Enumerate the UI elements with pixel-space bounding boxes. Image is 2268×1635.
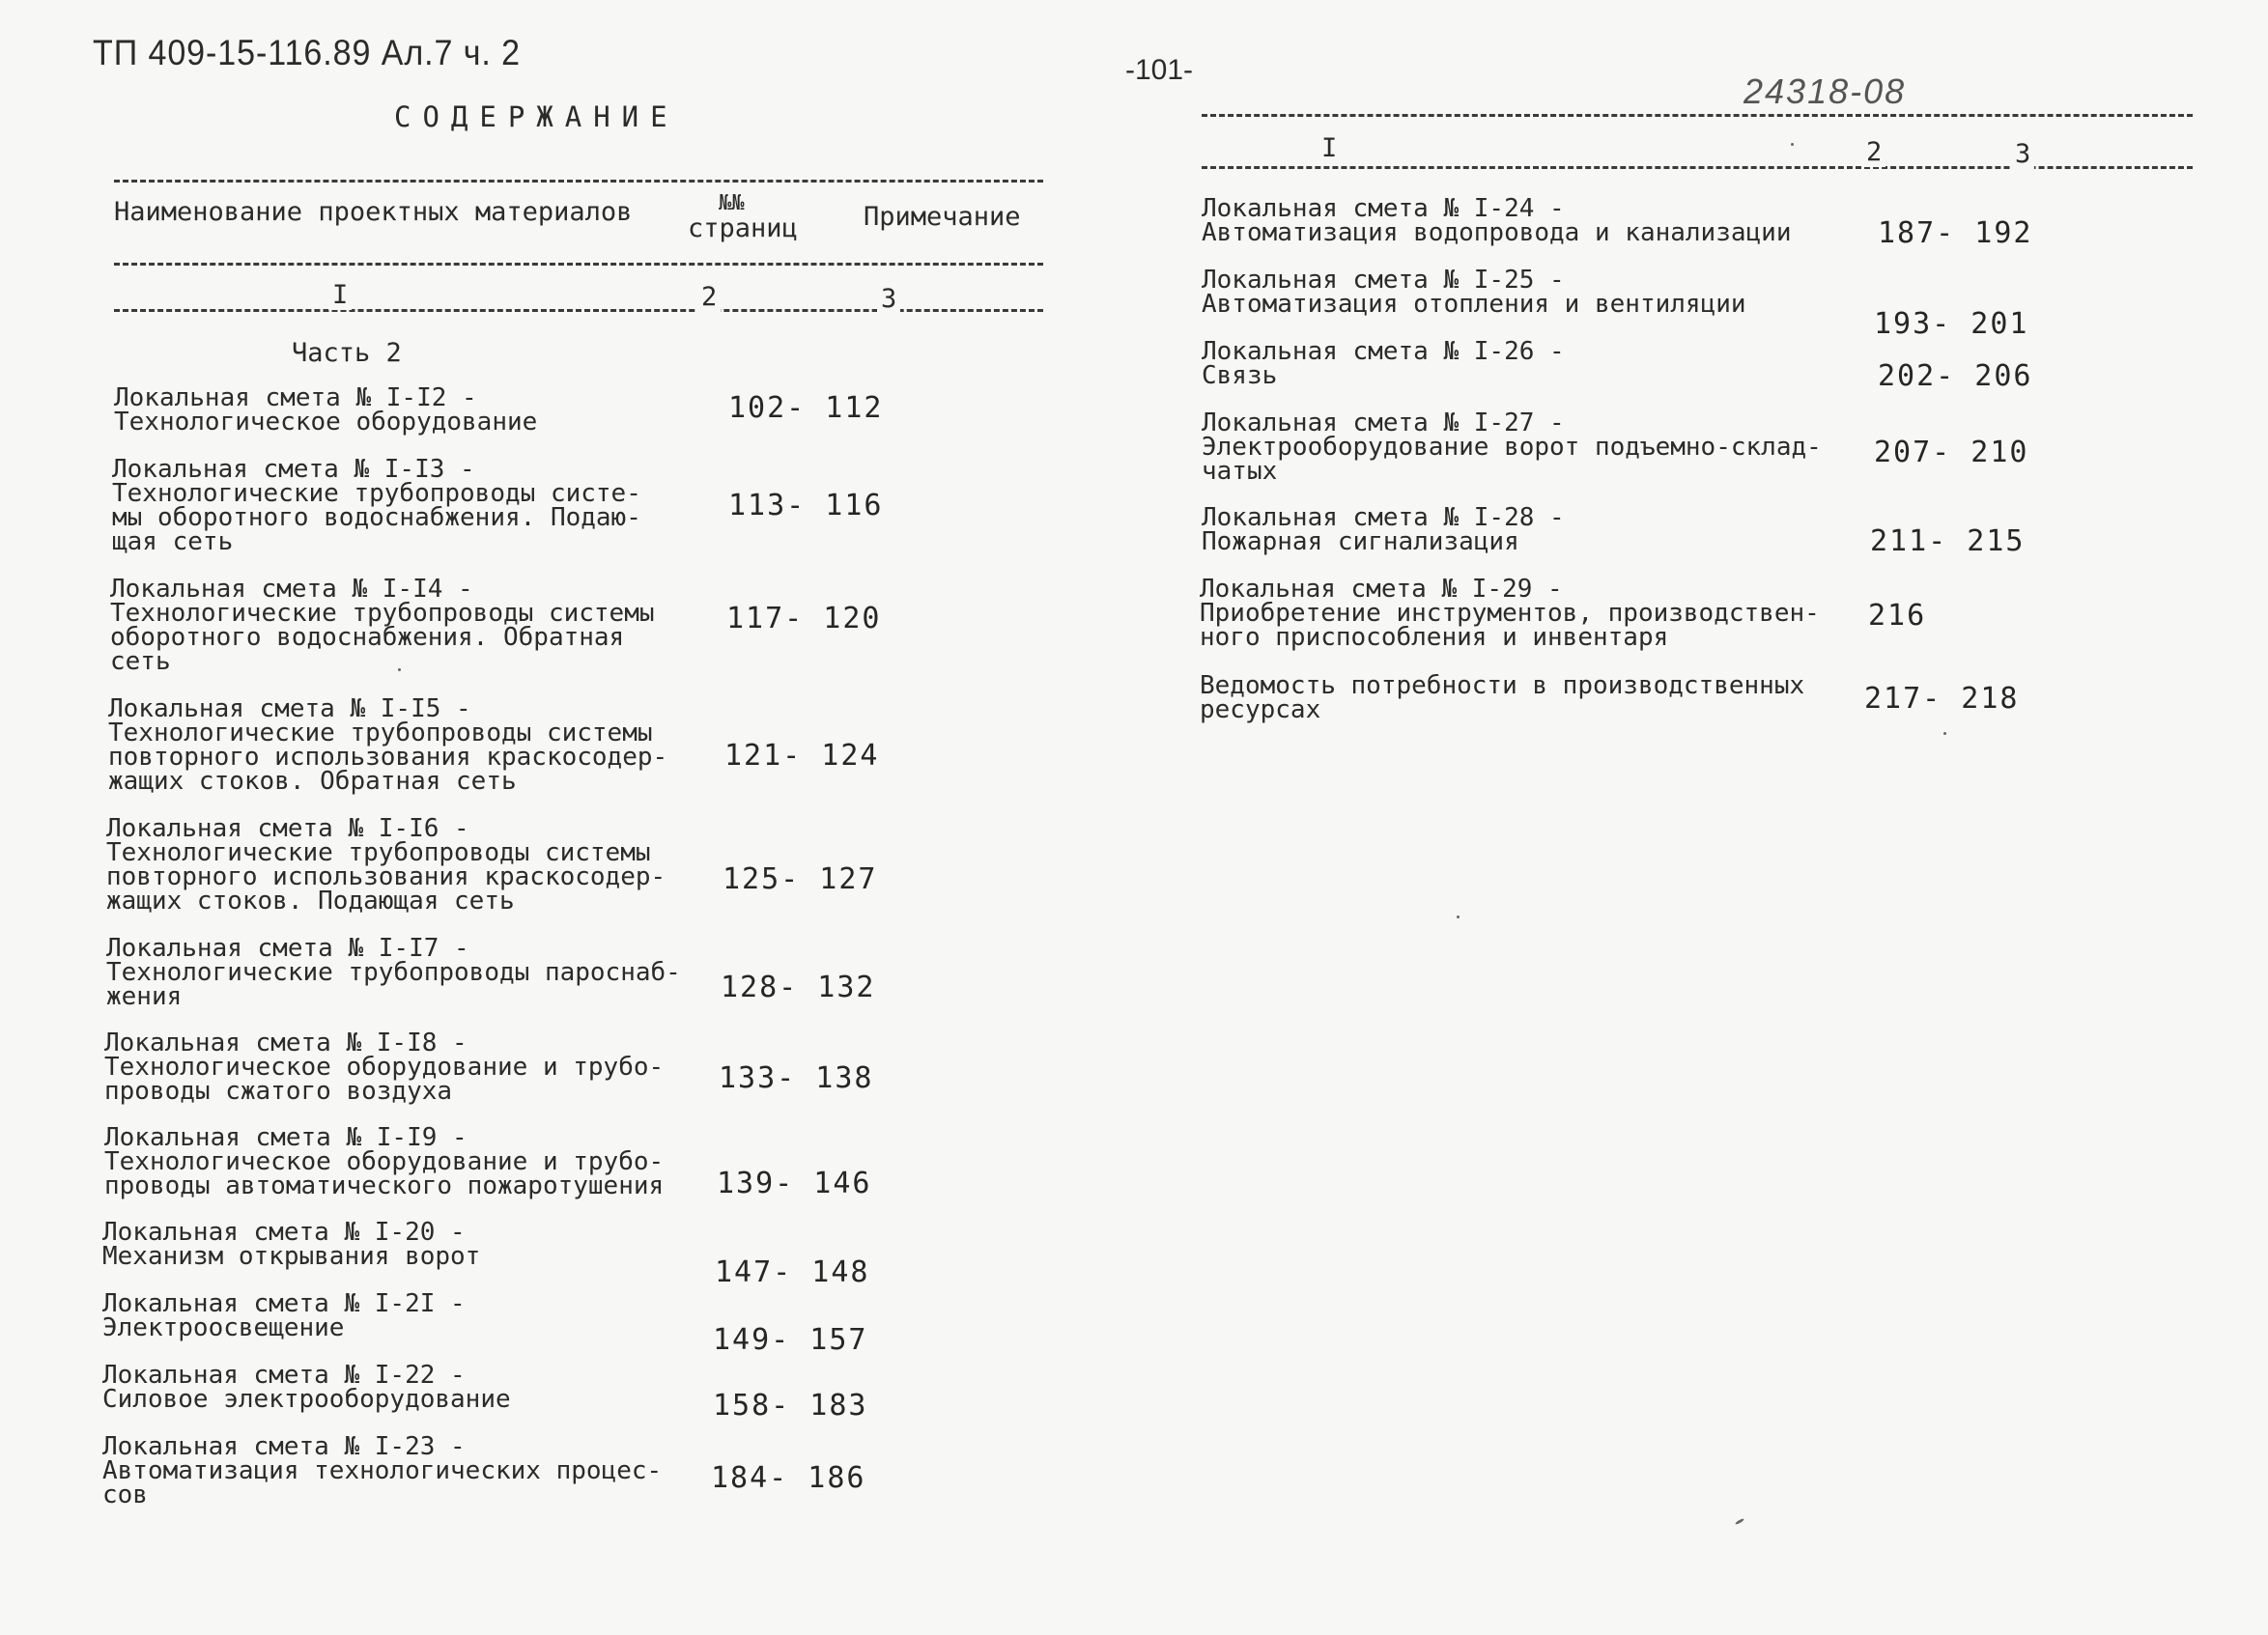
left-entry: [110, 575, 655, 676]
left-entry-title: Локальная смета № I-I8 - Технологическое оборудование и трубо- проводы сжатого воздуха: [104, 1029, 665, 1106]
right-entry-title: Локальная смета № I-28 - Пожарная сигнализация: [1202, 503, 1565, 556]
right-rule-top: [1202, 114, 2193, 117]
left-entry: [102, 1361, 511, 1414]
right-column-number-2: 2: [1862, 137, 1885, 167]
left-entry-pages: 128- 132: [721, 971, 876, 1004]
scan-speck: [1943, 732, 1946, 735]
right-entry: [1200, 575, 1820, 652]
right-rule-numbers: [1202, 166, 2193, 169]
left-entry-title: Локальная смета № I-I6 - Технологические трубопроводы системы повторного использования краскосодер- жащих стоков. Подающая сеть: [106, 814, 666, 916]
table-rule-top: [114, 180, 1043, 183]
right-entry-title: Локальная смета № I-24 - Автоматизация водопровода и канализации: [1202, 194, 1792, 247]
left-entry: [106, 814, 666, 916]
right-entry-title: Локальная смета № I-26 - Связь: [1202, 337, 1565, 390]
right-entry-title: Локальная смета № I-27 - Электрооборудование ворот подъемно-склад- чатых: [1202, 409, 1822, 486]
left-entry-title: Локальная смета № I-20 - Механизм открывания ворот: [102, 1218, 481, 1271]
left-entry: [102, 1432, 663, 1509]
left-entry-title: Локальная смета № I-I2 - Технологическое оборудование: [114, 383, 538, 437]
right-entry-pages: 211- 215: [1870, 524, 2026, 558]
table-rule-numbers: [114, 309, 1043, 312]
scan-speck: [398, 668, 401, 671]
column-header-pages: страниц: [688, 213, 798, 243]
document-stamp: ТП 409-15-116.89 Ал.7 ч. 2: [93, 33, 522, 72]
left-entry-title: Локальная смета № I-23 - Автоматизация технологических процес- сов: [102, 1432, 663, 1509]
left-entry: [104, 1123, 665, 1200]
left-entry-pages: 113- 116: [728, 489, 884, 522]
left-entry-pages: 117- 120: [726, 602, 882, 635]
column-number-3: 3: [877, 284, 900, 314]
right-entry: [1202, 411, 1822, 484]
left-entry-pages: 147- 148: [715, 1255, 870, 1289]
page-title: СОДЕРЖАНИЕ: [394, 100, 679, 133]
left-entry-pages: 139- 146: [717, 1167, 872, 1200]
left-entry-title: Локальная смета № I-I5 - Технологические трубопроводы системы повторного использования краскосодер- жащих стоков. Обратная сеть: [108, 694, 668, 796]
right-entry: [1202, 268, 1746, 317]
right-entry-pages: 217- 218: [1864, 682, 2020, 716]
right-entry-pages: 207- 210: [1874, 436, 2029, 469]
right-entry: [1202, 503, 1565, 556]
left-entry-pages: 121- 124: [724, 739, 880, 773]
right-column-number-3: 3: [2011, 139, 2034, 169]
left-entry: [112, 455, 641, 556]
left-entry: [102, 1289, 466, 1342]
left-entry-title: Локальная смета № I-I7 - Технологические трубопроводы пароснаб- жения: [106, 934, 681, 1011]
left-entry-pages: 158- 183: [713, 1389, 868, 1423]
document-number: 24318-08: [1744, 71, 1907, 111]
table-rule-middle: [114, 263, 1043, 266]
scan-speck: [1791, 143, 1794, 146]
page-number: -101-: [1125, 54, 1194, 86]
left-entry-title: Локальная смета № I-I4 - Технологические трубопроводы системы оборотного водоснабжения. Обратная сеть: [110, 575, 655, 676]
left-entry-title: Локальная смета № I-2I - Электроосвещение: [102, 1289, 466, 1342]
left-entry-title: Локальная смета № I-I9 - Технологическое оборудование и трубо- проводы автоматического пожаротушения: [104, 1123, 665, 1200]
scan-speck: [1735, 1518, 1744, 1526]
right-entry-pages: 187- 192: [1878, 216, 2033, 250]
left-entry-pages: 102- 112: [728, 391, 884, 425]
right-entry-pages: 193- 201: [1874, 307, 2029, 341]
column-number-2: 2: [697, 282, 721, 312]
right-entry: [1202, 337, 1565, 390]
column-header-name: Наименование проектных материалов: [114, 197, 633, 227]
right-entry-pages: 202- 206: [1878, 359, 2033, 393]
left-entry: [106, 934, 681, 1011]
right-entry-title: Локальная смета № I-25 - Автоматизация отопления и вентиляции: [1202, 266, 1746, 319]
left-entry: [102, 1218, 481, 1271]
right-entry-title: Ведомость потребности в производственных ресурсах: [1200, 671, 1805, 724]
scan-speck: [1457, 916, 1460, 918]
right-entry-title: Локальная смета № I-29 - Приобретение инструментов, производствен- ного приспособления и инвентаря: [1200, 575, 1820, 652]
column-number-1: I: [328, 280, 352, 310]
right-column-number-1: I: [1318, 133, 1341, 163]
part-label: Часть 2: [292, 338, 402, 368]
right-entry: [1200, 671, 1805, 724]
right-entry: [1202, 194, 1792, 247]
left-entry-pages: 149- 157: [713, 1323, 868, 1357]
column-header-notes: Примечание: [864, 202, 1021, 232]
left-entry-title: Локальная смета № I-22 - Силовое электрооборудование: [102, 1361, 511, 1414]
left-entry: [108, 694, 668, 796]
column-header-pages-mark: №№: [719, 191, 745, 215]
right-entry-pages: 216: [1868, 599, 1927, 633]
left-entry-pages: 125- 127: [723, 862, 878, 896]
left-entry-pages: 133- 138: [719, 1061, 874, 1095]
left-entry-title: Локальная смета № I-I3 - Технологические трубопроводы систе- мы оборотного водоснабжения. Подаю- щая сеть: [112, 455, 641, 556]
left-entry: [104, 1031, 664, 1104]
left-entry-pages: 184- 186: [711, 1461, 866, 1495]
left-entry: [114, 383, 538, 437]
